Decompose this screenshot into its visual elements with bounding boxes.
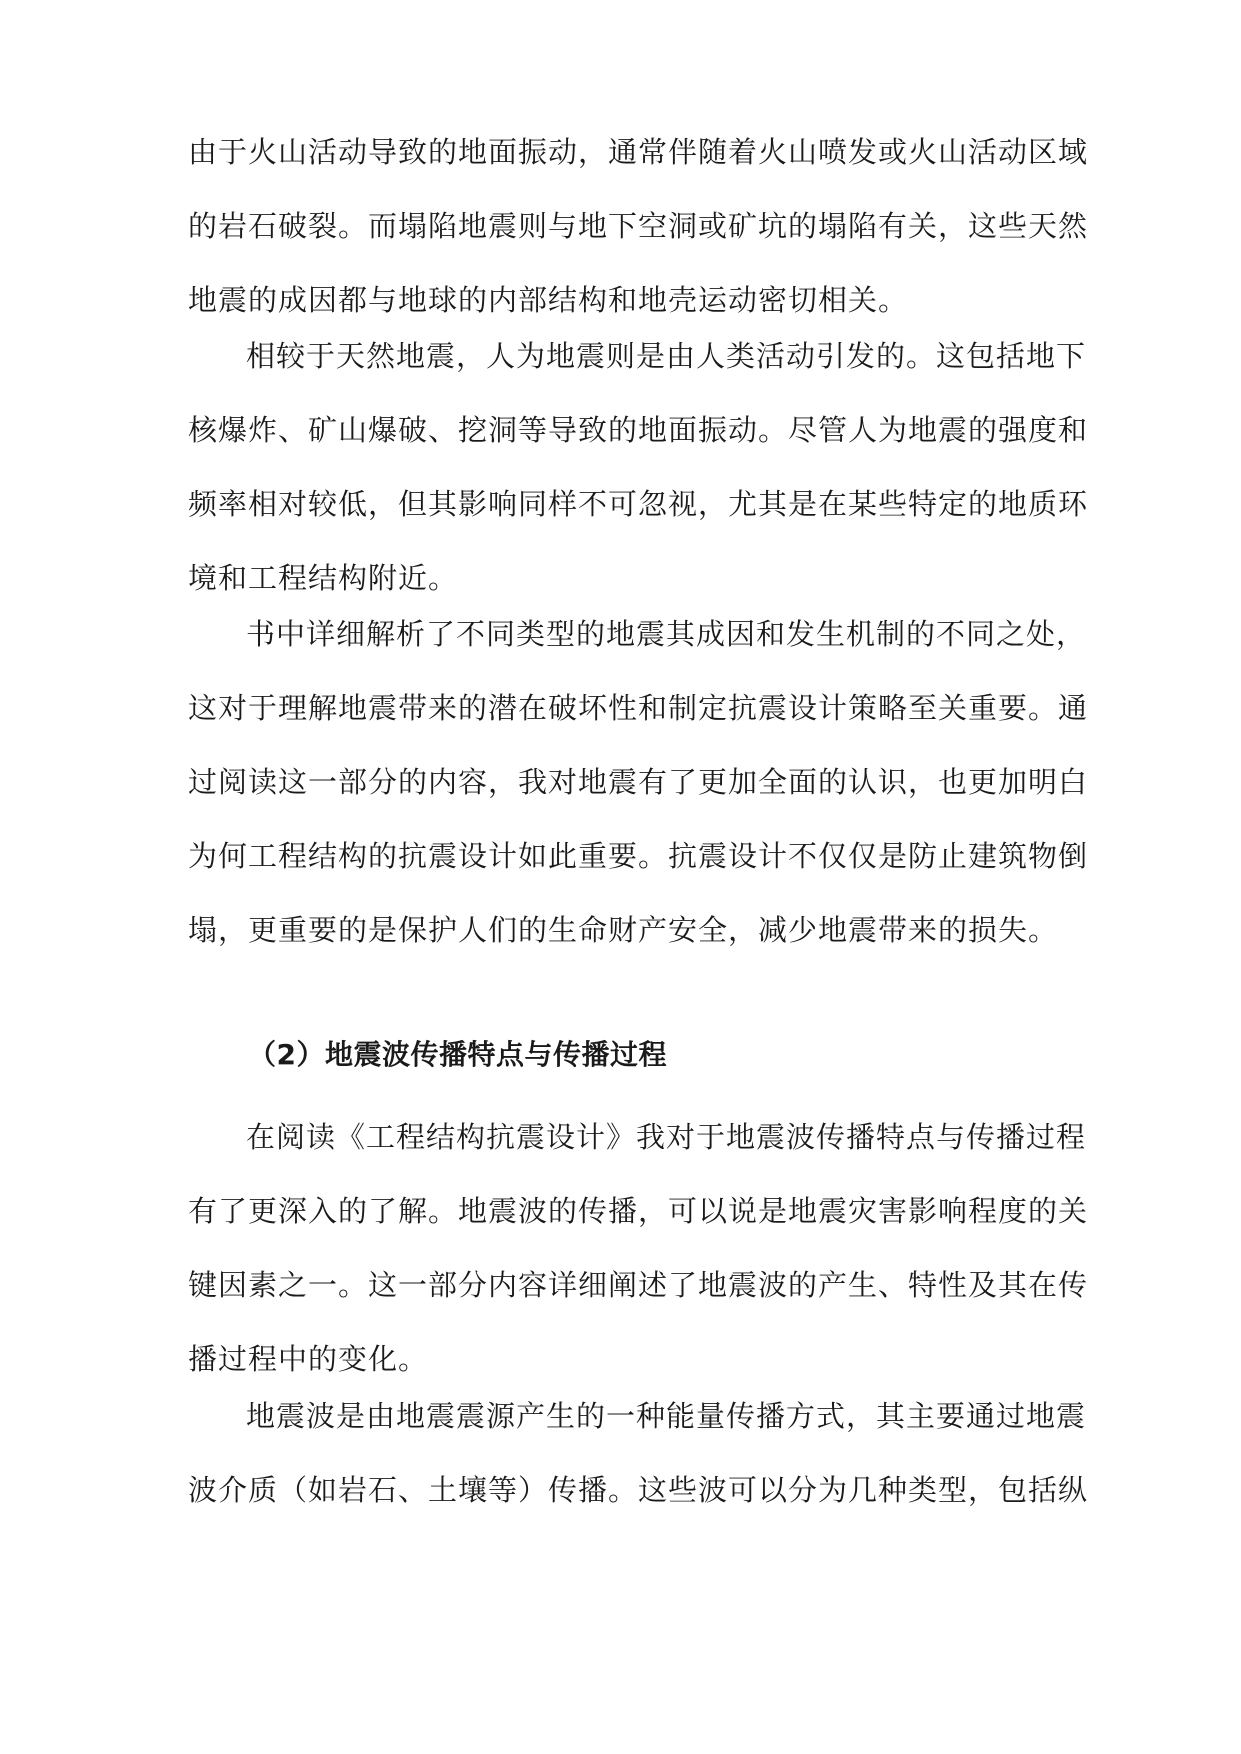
text-line: 塌，更重要的是保护人们的生命财产安全，减少地震带来的损失。 bbox=[188, 913, 1059, 947]
paragraph-wave-types bbox=[188, 1379, 1089, 1527]
text-line: 在阅读《工程结构抗震设计》我对于地震波传播特点与传播过程 bbox=[246, 1120, 1087, 1154]
text-line: 由于火山活动导致的地面振动，通常伴随着火山喷发或火山活动区域 bbox=[188, 135, 1089, 169]
text-line: 地震的成因都与地球的内部结构和地壳运动密切相关。 bbox=[188, 283, 909, 317]
text-line: 波介质（如岩石、土壤等）传播。这些波可以分为几种类型，包括纵 bbox=[188, 1473, 1089, 1507]
text-line: 频率相对较低，但其影响同样不可忽视，尤其是在某些特定的地质环 bbox=[188, 487, 1089, 521]
text-line: 键因素之一。这一部分内容详细阐述了地震波的产生、特性及其在传 bbox=[188, 1268, 1089, 1302]
text-line: 相较于天然地震，人为地震则是由人类活动引发的。这包括地下 bbox=[246, 339, 1087, 373]
text-line: 有了更深入的了解。地震波的传播，可以说是地震灾害影响程度的关 bbox=[188, 1194, 1089, 1228]
text-line: 书中详细解析了不同类型的地震其成因和发生机制的不同之处， bbox=[246, 617, 1087, 651]
text-line: 境和工程结构附近。 bbox=[188, 561, 459, 595]
text-line: 的岩石破裂。而塌陷地震则与地下空洞或矿坑的塌陷有关，这些天然 bbox=[188, 209, 1089, 243]
text-line: 播过程中的变化。 bbox=[188, 1342, 429, 1376]
section-heading: （2）地震波传播特点与传播过程 bbox=[248, 1038, 667, 1071]
text-line: 地震波是由地震震源产生的一种能量传播方式，其主要通过地震 bbox=[246, 1399, 1087, 1433]
text-line: 为何工程结构的抗震设计如此重要。抗震设计不仅仅是防止建筑物倒 bbox=[188, 839, 1089, 873]
paragraph-human-induced bbox=[188, 319, 1089, 615]
paragraph-wave-propagation-intro bbox=[188, 1100, 1089, 1396]
paragraph-book-analysis bbox=[188, 597, 1089, 967]
text-line: 这对于理解地震带来的潜在破坏性和制定抗震设计策略至关重要。通 bbox=[188, 691, 1089, 725]
paragraph-volcanic-collapse bbox=[188, 115, 1089, 337]
text-line: 过阅读这一部分的内容，我对地震有了更加全面的认识，也更加明白 bbox=[188, 765, 1089, 799]
text-line: 核爆炸、矿山爆破、挖洞等导致的地面振动。尽管人为地震的强度和 bbox=[188, 413, 1089, 447]
